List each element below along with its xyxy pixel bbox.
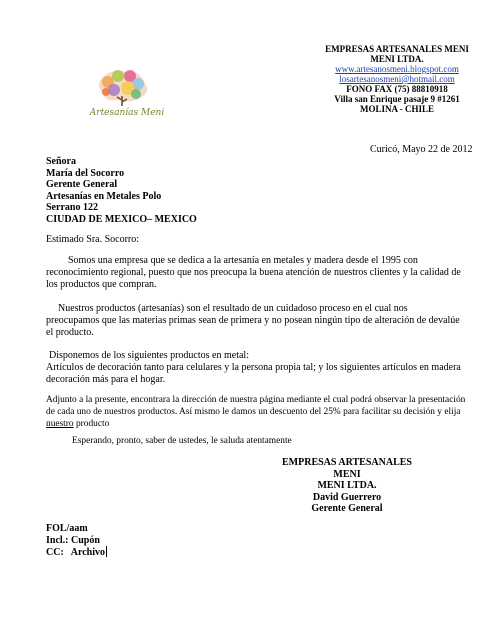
text-cursor: [106, 546, 107, 557]
recipient-city: CIUDAD DE MEXICO– MEXICO: [46, 213, 197, 225]
paragraph-line: Somos una empresa que se dedica a la artesanía en metales y madera desde el 1995 con: [68, 255, 418, 266]
company-address: Villa san Enrique pasaje 9 #1261: [334, 94, 460, 104]
signature-name: David Guerrero: [312, 491, 382, 503]
recipient-street: Serrano 122: [46, 202, 98, 213]
paragraph-line: Artículos de decoración tanto para celulares y la persona propia tal; y los siguientes artículos en madera: [46, 362, 461, 373]
underlined-word: nuestro: [46, 419, 74, 429]
paragraph-catalog: [46, 350, 466, 386]
signature-block: [282, 457, 412, 515]
salutation: Estimado Sra. Socorro:: [46, 234, 140, 245]
enclosure-line: Incl.: Cupón: [46, 534, 100, 546]
cc-line[interactable]: [46, 546, 107, 559]
phone-fax: FONO FAX (75) 88810918: [346, 84, 448, 94]
paragraph-line: reconocimiento regional, puesto que nos preocupa la buena atención de nuestros clientes y la calidad de: [46, 267, 461, 278]
paragraph-line: preocupamos que las materias primas sean de primera y no posean ningún tipo de alteración de devalúe: [46, 315, 460, 326]
logo-text: Artesanías Meni: [89, 108, 165, 118]
signature-legal-name: MENI LTDA.: [317, 480, 377, 491]
paragraph-line: Adjunto a la presente, encontrara la dirección de nuestra página mediante el cual podrá observar la presentación: [46, 395, 466, 405]
paragraph-line: los productos que compran.: [46, 279, 157, 290]
paragraph-line: el producto.: [46, 327, 94, 338]
footer-block: [46, 523, 107, 559]
company-legal-name: MENI LTDA.: [370, 54, 424, 64]
paragraph-intro: [46, 255, 466, 291]
recipient-name: María del Socorro: [46, 167, 125, 179]
recipient-title: Señora: [46, 156, 76, 167]
paragraph-line: decoración más para el hogar.: [46, 374, 166, 385]
closing-line: Esperando, pronto, saber de ustedes, le saluda atentamente: [72, 436, 292, 446]
letter-date: Curicó, Mayo 22 de 2012: [370, 144, 473, 155]
blog-link[interactable]: www.artesanosmeni.blogspot.com: [335, 64, 459, 74]
paragraph-line: Disponemos de los siguientes productos en metal:: [49, 350, 249, 361]
company-city: MOLINA - CHILE: [359, 104, 434, 114]
signature-company: EMPRESAS ARTESANALES MENI: [282, 457, 412, 480]
paragraph-text: producto: [73, 419, 110, 429]
recipient-block: [46, 156, 197, 225]
cc-text: CC: Archivo: [46, 547, 105, 558]
paragraph-products: [46, 303, 466, 339]
recipient-position: Gerente General: [46, 179, 118, 190]
paragraph-line: de cada uno de nuestros productos. Así mismo le damos un descuento del 25% para facilitar su decisión y elija: [46, 407, 461, 417]
paragraph-line: [46, 418, 466, 430]
letterhead: [318, 44, 476, 114]
company-name: EMPRESAS ARTESANALES MENI: [325, 44, 469, 54]
signature-position: Gerente General: [311, 503, 383, 514]
email-link[interactable]: losartesanosmeni@hotmail.com: [339, 74, 455, 84]
recipient-company: Artesanías en Metales Polo: [46, 190, 162, 202]
paragraph-line: Nuestros productos (artesanías) son el resultado de un cuidadoso proceso en el cual nos: [58, 303, 408, 314]
paragraph-offer: [46, 394, 466, 430]
reference-initials: FOL/aam: [46, 523, 88, 534]
